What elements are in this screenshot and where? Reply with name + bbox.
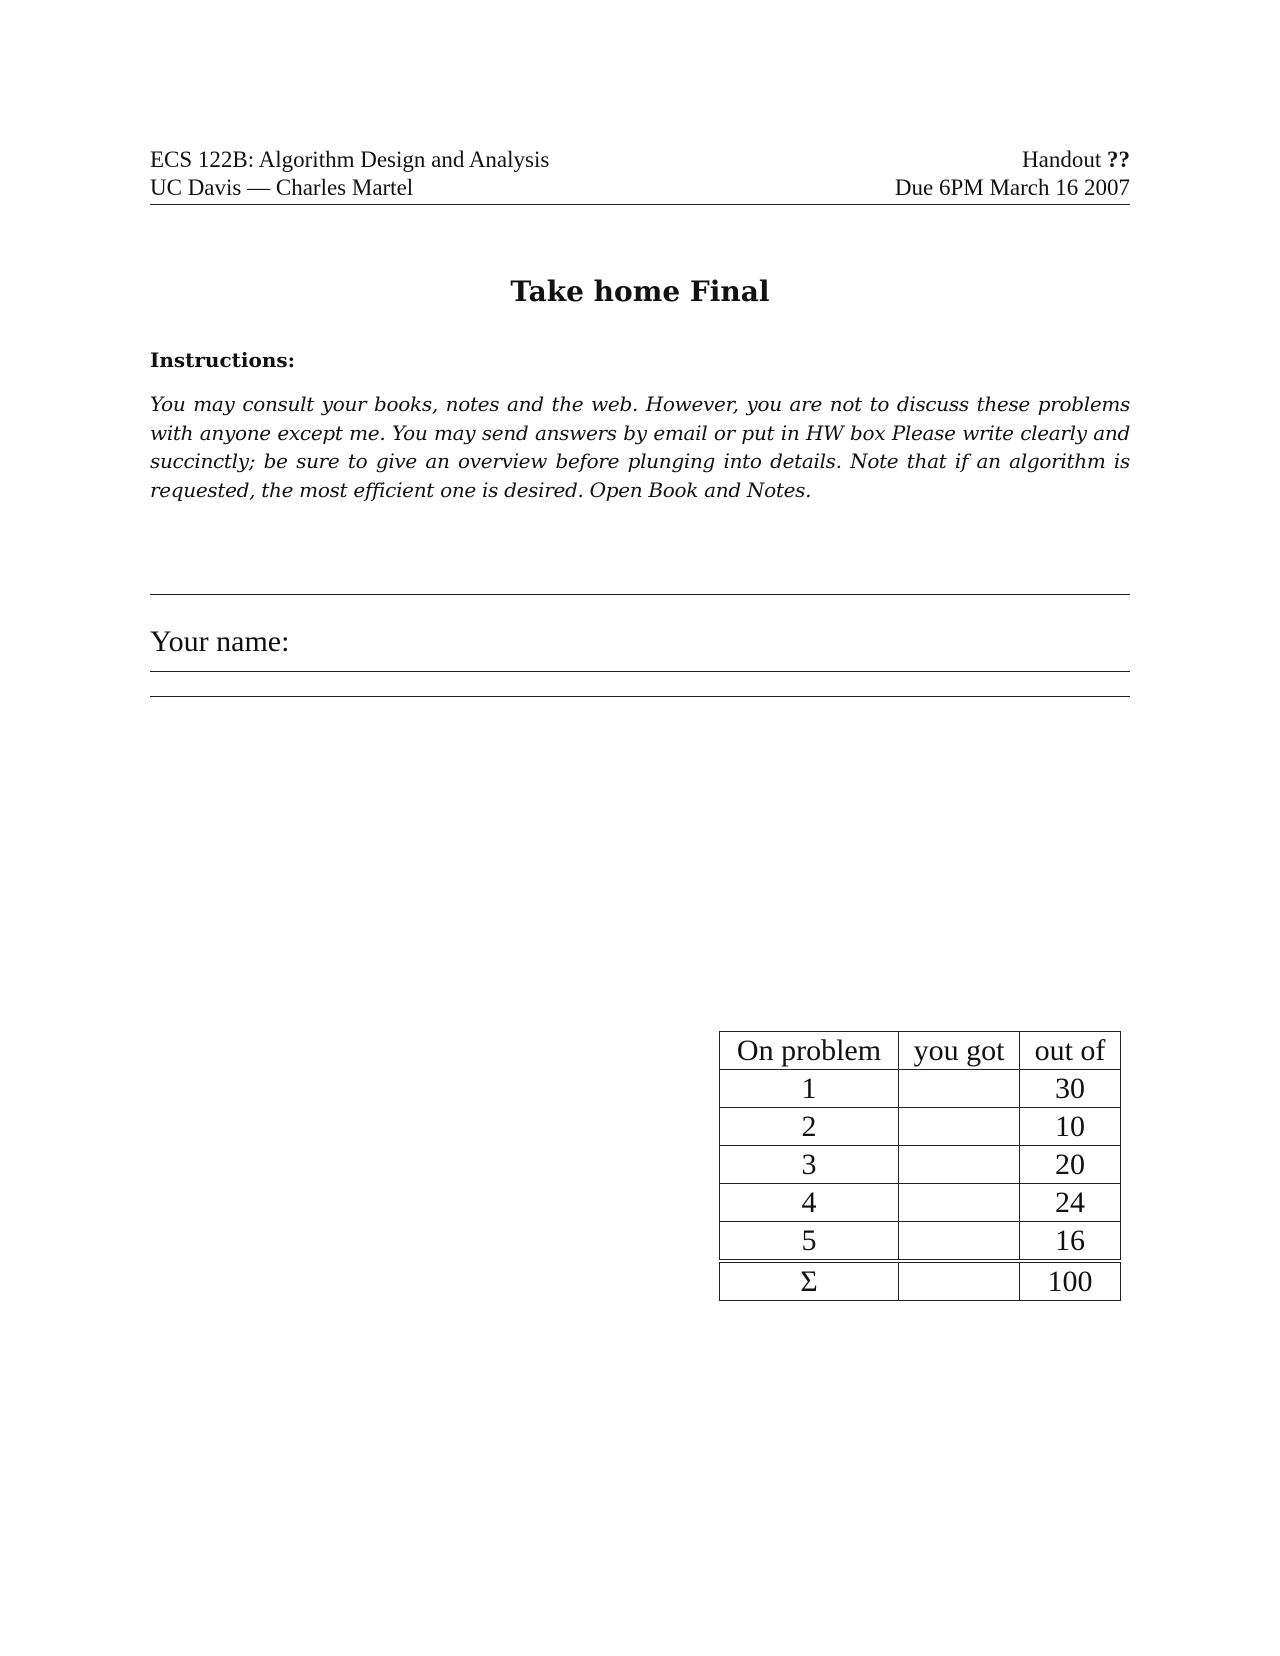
name-label: Your name: — [150, 625, 290, 658]
divider-bottom — [150, 696, 1130, 697]
score-got-cell — [899, 1146, 1020, 1184]
handout-number: ?? — [1107, 147, 1130, 172]
divider-top — [150, 594, 1130, 595]
score-max-cell: 20 — [1020, 1146, 1121, 1184]
score-max-cell: 30 — [1020, 1070, 1121, 1108]
score-got-cell — [899, 1108, 1020, 1146]
name-line — [150, 671, 1130, 672]
score-max-cell: 24 — [1020, 1184, 1121, 1222]
score-got-cell — [899, 1184, 1020, 1222]
score-table-header-row — [720, 1032, 1121, 1070]
header-left — [150, 146, 549, 202]
course-title: ECS 122B: Algorithm Design and Analysis — [150, 147, 550, 172]
problem-number: 2 — [720, 1108, 899, 1146]
total-got-cell — [899, 1261, 1020, 1301]
instructions-text: You may consult your books, notes and the web. However, you are not to discuss these problems with anyone except me. You may send answers by email or put in HW box Please write clearly and succinctly; be sure to give an overview before plunging into details. Note that if an algorithm is requested, the most efficient one is desired. Open Book and Notes. — [150, 392, 1130, 502]
document-page — [150, 146, 1130, 697]
table-row — [720, 1184, 1121, 1222]
handout-line — [895, 146, 1130, 174]
problem-number: 1 — [720, 1070, 899, 1108]
header-out-of: out of — [1020, 1032, 1121, 1070]
page-title: Take home Final — [510, 275, 770, 308]
sum-symbol: Σ — [720, 1261, 899, 1301]
total-row — [720, 1261, 1121, 1301]
score-got-cell — [899, 1070, 1020, 1108]
score-table — [719, 1031, 1121, 1301]
due-date: Due 6PM March 16 2007 — [894, 175, 1130, 200]
affiliation: UC Davis — Charles Martel — [150, 175, 414, 200]
table-row — [720, 1108, 1121, 1146]
table-row — [720, 1222, 1121, 1262]
table-row — [720, 1070, 1121, 1108]
problem-number: 5 — [720, 1222, 899, 1262]
score-max-cell: 16 — [1020, 1222, 1121, 1262]
score-got-cell — [899, 1222, 1020, 1262]
problem-number: 4 — [720, 1184, 899, 1222]
score-max-cell: 10 — [1020, 1108, 1121, 1146]
problem-number: 3 — [720, 1146, 899, 1184]
header-right — [895, 146, 1130, 202]
instructions-heading: Instructions: — [150, 348, 296, 372]
page-header — [150, 146, 1130, 205]
handout-label: Handout — [1022, 147, 1102, 172]
total-max-cell: 100 — [1020, 1261, 1121, 1301]
header-on-problem: On problem — [720, 1032, 899, 1070]
header-you-got: you got — [899, 1032, 1020, 1070]
table-row — [720, 1146, 1121, 1184]
